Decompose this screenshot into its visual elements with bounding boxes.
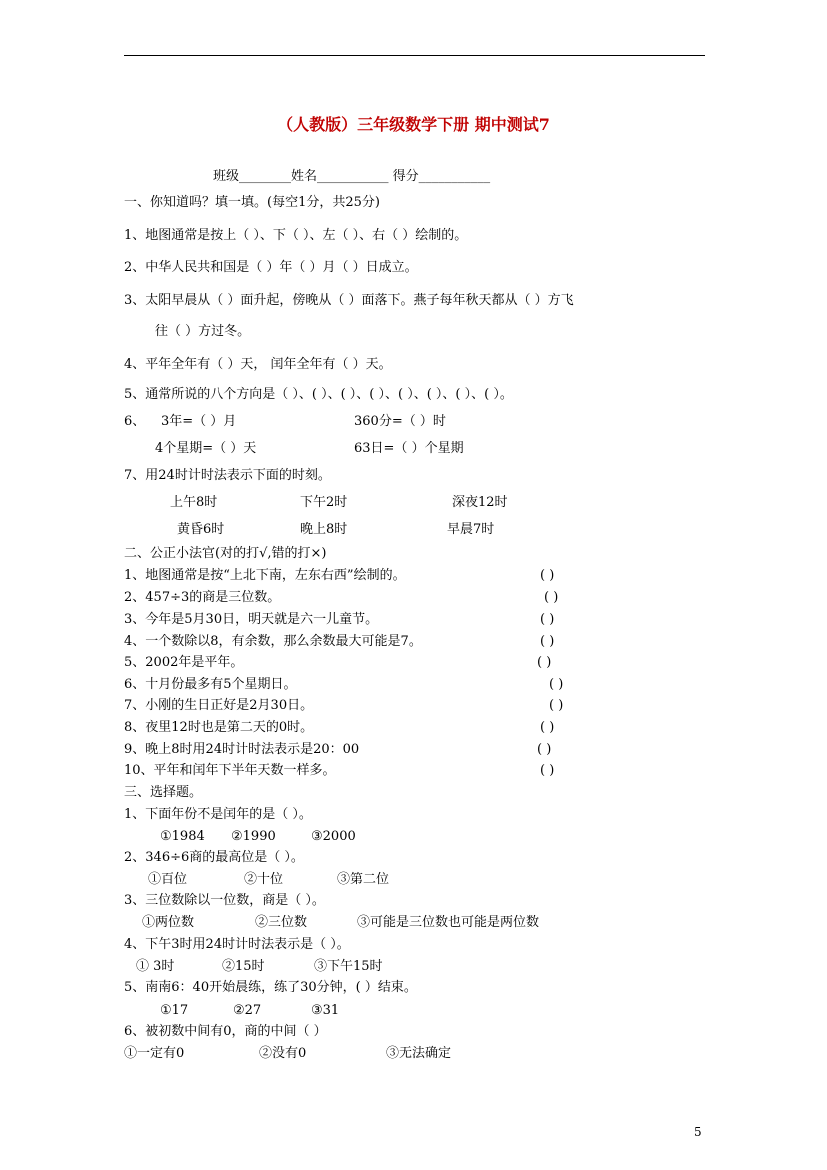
choice-question: 1、下面年份不是闰年的是（ ）。 (124, 807, 312, 822)
choice-option: ③2000 (311, 829, 356, 844)
choice-option: ③下午15时 (314, 959, 383, 974)
choice-option: ①1984 (160, 829, 205, 844)
choice-option: ①17 (160, 1003, 189, 1018)
time-item: 晚上8时 (300, 522, 348, 537)
judge-item: 5、2002年是平年。 (124, 655, 244, 670)
s1-question-6-number: 6、 (124, 414, 146, 429)
choice-option: ① 3时 (136, 959, 175, 974)
judge-answer-blank: ( ) (540, 720, 555, 735)
s1-question-6b: 360分=（ ）时 (354, 414, 446, 429)
s1-question-7: 7、用24时计时法表示下面的时刻。 (124, 468, 331, 483)
choice-option: ③31 (311, 1003, 340, 1018)
choice-question: 3、三位数除以一位数，商是（ ）。 (124, 893, 325, 908)
judge-item: 4、一个数除以8，有余数，那么余数最大可能是7。 (124, 634, 422, 649)
judge-answer-blank: ( ) (549, 698, 564, 713)
choice-question: 4、下午3时用24时计时法表示是（ ）。 (124, 937, 350, 952)
s1-question-5: 5、通常所说的八个方向是（ ）、( ）、( ）、( ）、( ）、( ）、( ）、( ）。 (124, 387, 513, 402)
s1-question-6a: 3年=（ ）月 (161, 414, 237, 429)
choice-option: ②15时 (222, 959, 265, 974)
judge-item: 7、小刚的生日正好是2月30日。 (124, 698, 314, 713)
s1-question-4: 4、平年全年有（ ）天， 闰年全年有（ ）天。 (124, 357, 392, 372)
time-item: 下午2时 (300, 495, 348, 510)
judge-answer-blank: ( ) (549, 677, 564, 692)
judge-answer-blank: ( ) (540, 763, 555, 778)
judge-item: 10、平年和闰年下半年天数一样多。 (124, 763, 336, 778)
judge-answer-blank: ( ) (537, 742, 552, 757)
header-rule (124, 55, 705, 56)
time-item: 上午8时 (170, 495, 218, 510)
page-number: 5 (694, 1125, 702, 1139)
section3-heading: 三、选择题。 (124, 785, 203, 800)
choice-option: ②27 (233, 1003, 262, 1018)
choice-option: ③无法确定 (386, 1046, 452, 1061)
choice-option: ①百位 (148, 872, 188, 887)
choice-option: ②三位数 (255, 915, 308, 930)
time-item: 早晨7时 (447, 522, 495, 537)
section2-heading: 二、公正小法官(对的打√,错的打×) (124, 546, 327, 561)
judge-item: 6、十月份最多有5个星期日。 (124, 677, 297, 692)
judge-answer-blank: ( ) (540, 634, 555, 649)
choice-option: ①两位数 (142, 915, 195, 930)
s1-question-3b: 往（ ）方过冬。 (155, 324, 251, 339)
judge-answer-blank: ( ) (540, 568, 555, 583)
student-info-line: 班级________姓名___________ 得分___________ (213, 169, 491, 184)
choice-option: ②十位 (244, 872, 284, 887)
choice-question: 2、346÷6商的最高位是（ ）。 (124, 850, 304, 865)
s1-question-3a: 3、太阳早晨从（ ）面升起，傍晚从（ ）面落下。燕子每年秋天都从（ ）方飞 (124, 293, 574, 308)
choice-option: ③可能是三位数也可能是两位数 (357, 915, 540, 930)
choice-option: ②没有0 (259, 1046, 307, 1061)
judge-item: 3、今年是5月30日，明天就是六一儿童节。 (124, 612, 379, 627)
time-item: 深夜12时 (452, 495, 508, 510)
choice-option: ②1990 (231, 829, 276, 844)
judge-answer-blank: ( ) (544, 590, 559, 605)
judge-answer-blank: ( ) (540, 612, 555, 627)
page-title: （人教版）三年级数学下册 期中测试7 (277, 115, 550, 134)
judge-answer-blank: ( ) (537, 655, 552, 670)
judge-item: 2、457÷3的商是三位数。 (124, 590, 281, 605)
section1-heading: 一、你知道吗？填一填。(每空1分，共25分) (124, 195, 380, 210)
judge-item: 8、夜里12时也是第二天的0时。 (124, 720, 314, 735)
judge-item: 1、地图通常是按“上北下南，左东右西”绘制的。 (124, 568, 406, 583)
s1-question-1: 1、地图通常是按上（ ）、下（ ）、左（ ）、右（ ）绘制的。 (124, 228, 468, 243)
s1-question-6c: 4个星期=（ ）天 (155, 441, 257, 456)
s1-question-2: 2、中华人民共和国是（ ）年（ ）月（ ）日成立。 (124, 260, 418, 275)
time-item: 黄昏6时 (177, 522, 225, 537)
choice-option: ③第二位 (337, 872, 390, 887)
choice-question: 5、南南6：40开始晨练，练了30分钟，( ）结束。 (124, 980, 417, 995)
s1-question-6d: 63日=（ ）个星期 (354, 441, 464, 456)
judge-item: 9、晚上8时用24时计时法表示是20：00 (124, 742, 360, 757)
choice-option: ①一定有0 (124, 1046, 185, 1061)
choice-question: 6、被初数中间有0，商的中间（ ） (124, 1024, 327, 1039)
